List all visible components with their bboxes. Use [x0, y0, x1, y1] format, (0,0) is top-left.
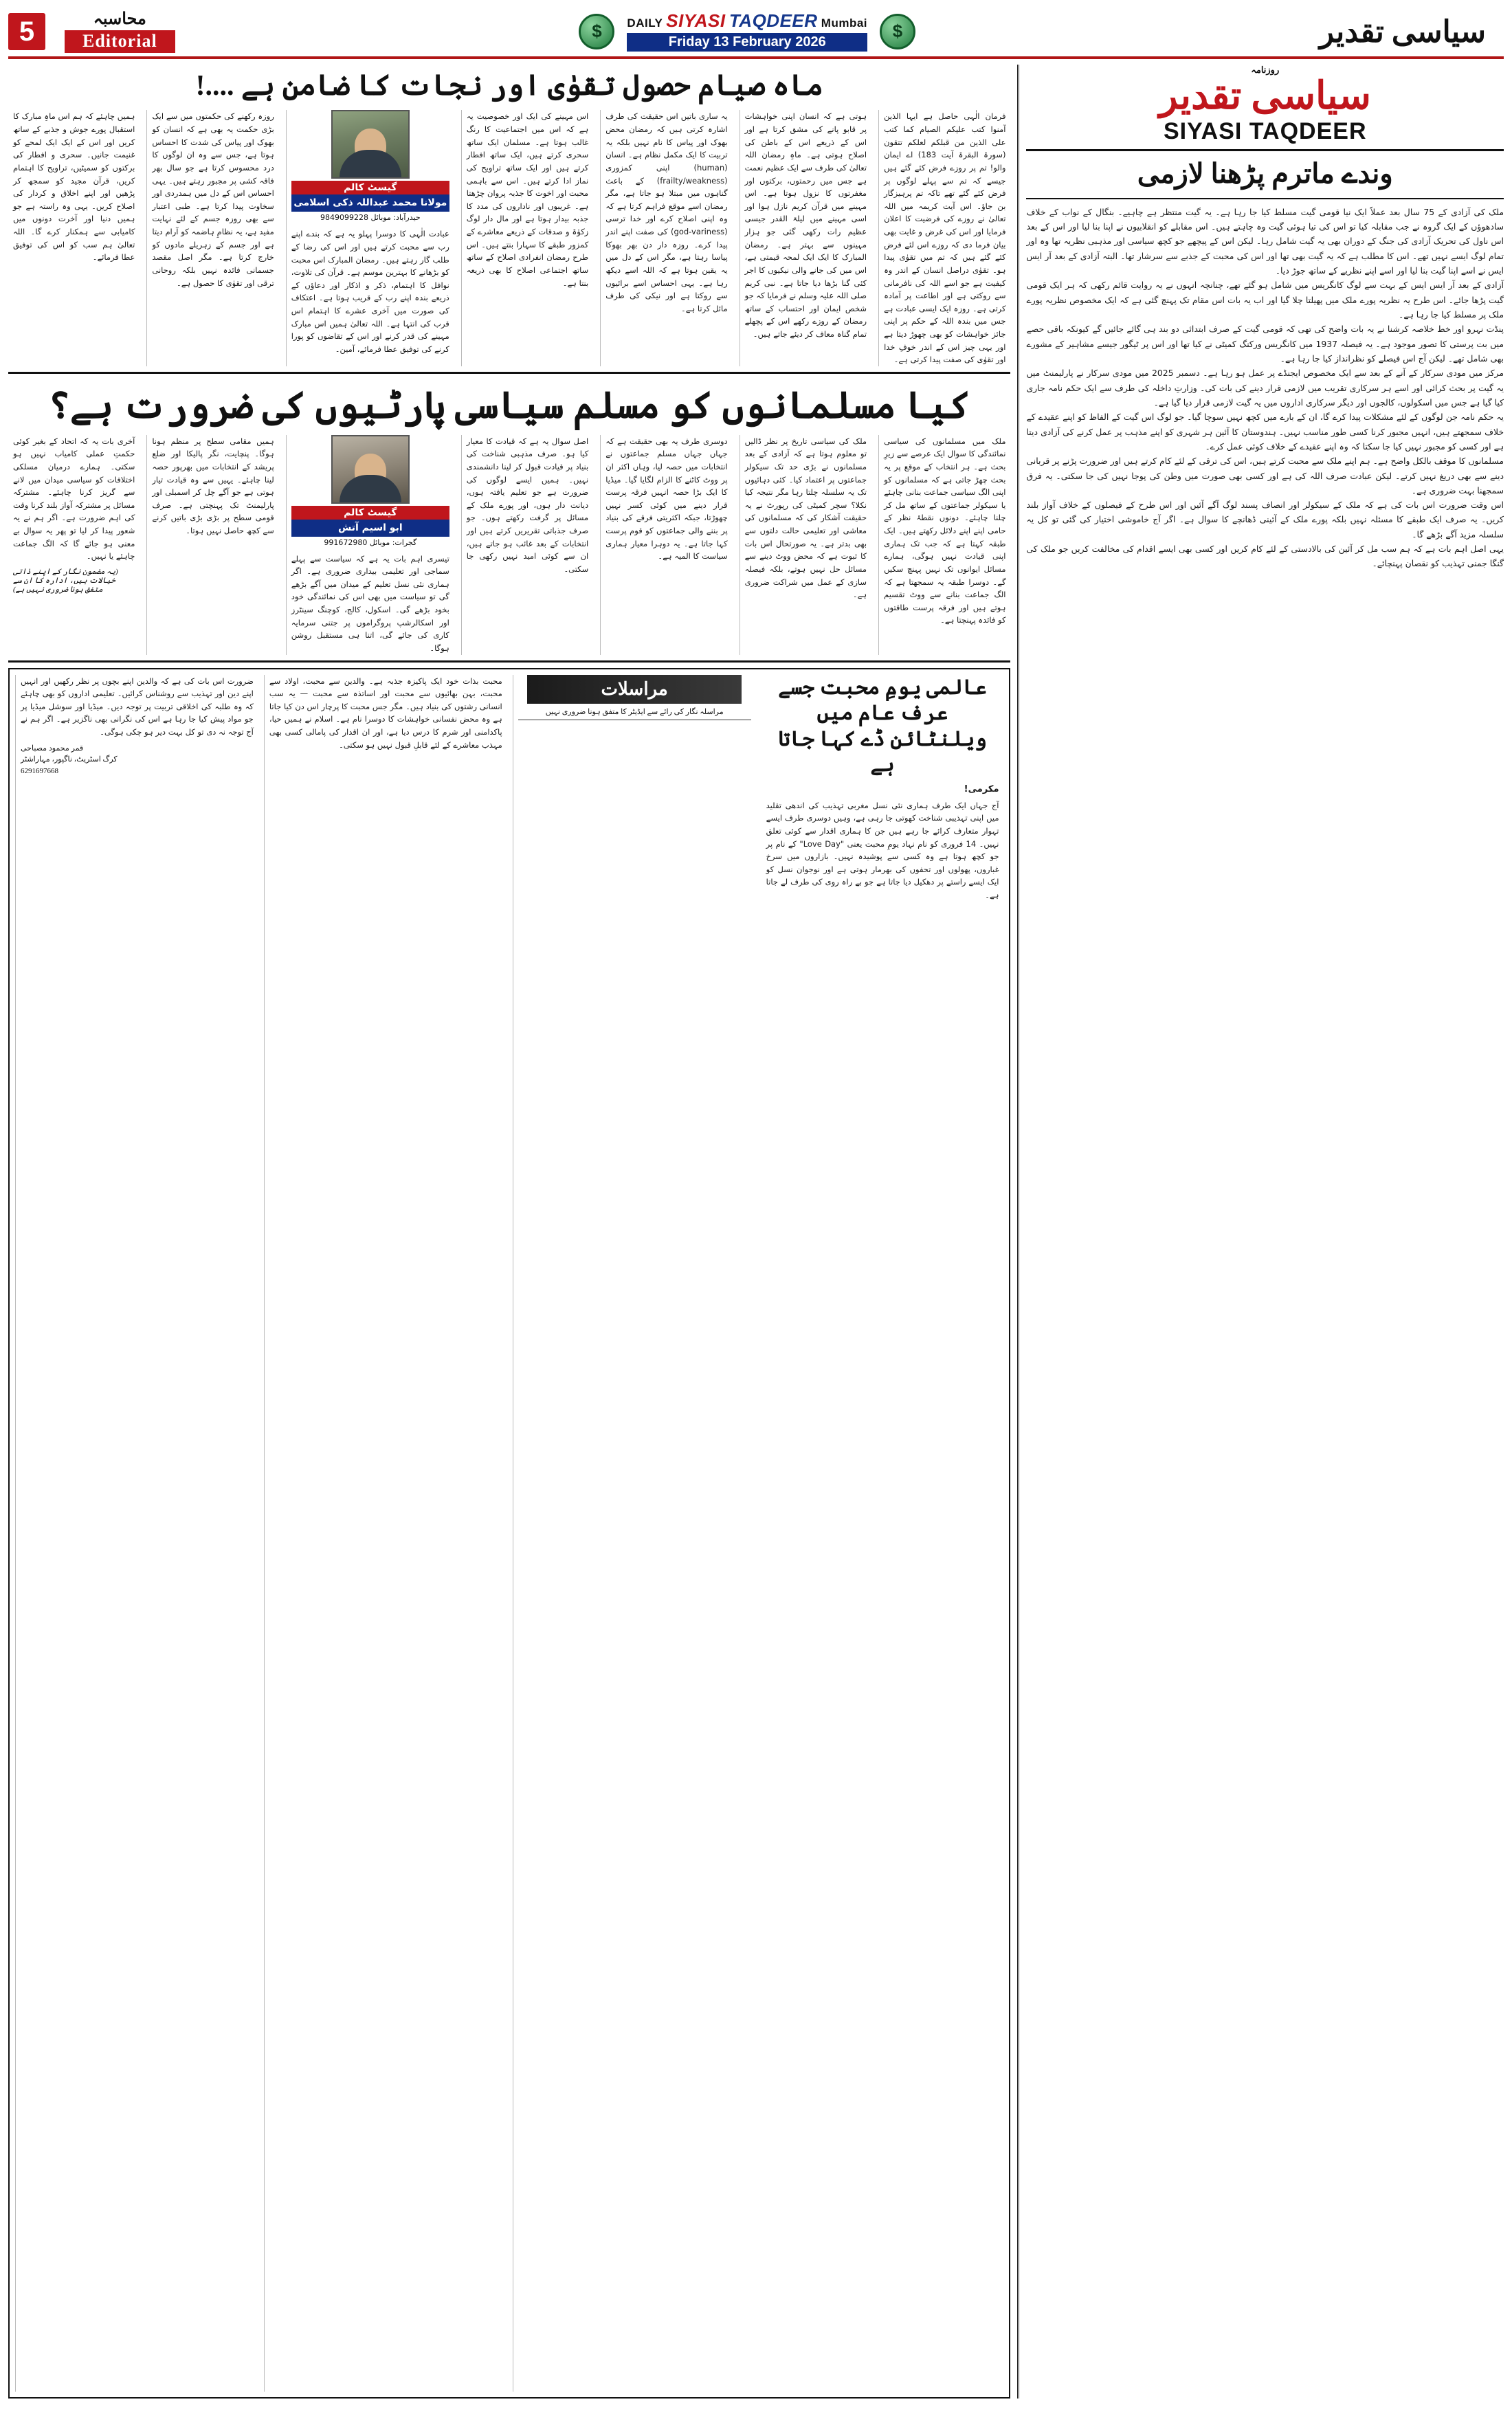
article-column: [146, 110, 278, 366]
article-column: [878, 110, 1010, 366]
article-ramadan: [8, 65, 1010, 374]
article-column: [146, 435, 278, 655]
article-column: [740, 435, 871, 655]
article-paragraph: ملک میں مسلمانوں کی سیاسی نمائندگی کا سوال ایک عرصے سے زیرِ بحث ہے۔ ہر انتخاب کے موقع پر یہ بحث چھڑ جاتی ہے کہ مسلمانوں کو اپنی الگ سیاسی جماعت بنانی چاہئے یا سیکولر جماعتوں کے ساتھ مل کر چلنا چاہئے۔ دونوں نقطۂ نظر کے حامی اپنے اپنے دلائل رکھتے ہیں۔ ایک طبقہ کہتا ہے کہ جب تک ہماری اپنی قیادت نہیں ہوگی، ہمارے مسائل ایوانوں تک نہیں پہنچ سکیں گے۔ دوسرا طبقہ یہ سمجھتا ہے کہ الگ جماعت بنانے سے ووٹ تقسیم ہوتے ہیں اور فرقہ پرست طاقتوں کو فائدہ پہنچتا ہے۔: [884, 436, 1006, 625]
lead-paragraph: یہ حکم نامہ جن لوگوں کے لئے مشکلات پیدا کرے گا، ان کے بارے میں کچھ نہیں سوچا گیا۔ جو لوگ اس گیت کے الفاظ کو اپنے عقیدے کے خلاف سمجھتے ہیں، انہیں مجبور کرنا کسی طور مناسب نہیں۔ ہندوستان کا آئین ہر شہری کو اپنے مذہب پر عمل کرنے کی آزادی دیتا ہے اور کسی کو مجبور نہیں کیا جا سکتا کہ وہ اپنے عقیدے کے خلاف کوئی عمل کرے۔: [1026, 412, 1504, 452]
article-paragraph: یہ ساری باتیں اس حقیقت کی طرف اشارہ کرتی ہیں کہ رمضان محض بھوک اور پیاس کا نام نہیں بلکہ یہ تربیت کا ایک مکمل نظام ہے۔ انسان (human) اپنی کمزوری (frailty/weakness) کے باعث گناہوں میں مبتلا ہو جاتا ہے، مگر رمضان اسے موقع فراہم کرتا ہے کہ وہ اپنی اصلاح کرے اور خدا ترسی (god-variness) کی صفت اپنے اندر پیدا کرے۔ روزہ دار دن بھر بھوکا پیاسا رہتا ہے، مگر اس کے دل میں یہ یقین ہوتا ہے کہ اللہ اسے دیکھ رہا ہے۔ یہی احساس اسے برائیوں سے روکتا ہے اور نیکی کی طرف مائل کرتا ہے۔: [605, 111, 728, 313]
author-photo-body: [340, 475, 401, 502]
letters-banner-title: مراسلات: [527, 675, 742, 704]
logo-urdu: سیاسی تقدیر: [1159, 75, 1371, 118]
article-column: [600, 435, 732, 655]
article-muslim-parties-columns: [8, 435, 1010, 655]
lead-paragraph: آزادی کے بعد آر ایس ایس کے بہت سے لوگ کانگریس میں شامل ہو گئے تھے، چنانچہ انہوں نے یہ روایت قائم رکھی کہ ہر ایک قومی گیت پڑھا جائے۔ اس طرح یہ نظریہ پورے ملک میں پھیلتا چلا گیا اور اب یہ بات اس مقام تک پہنچ گئی ہے کہ ایک مخصوص نظریہ پورے ملک پر مسلط کیا جا رہا ہے۔: [1026, 280, 1504, 320]
masthead-center: [175, 12, 1320, 51]
page-number: 5: [8, 13, 45, 50]
masthead-title-line: [627, 12, 867, 30]
masthead-urdu-name: سیاسی تقدیر: [1319, 14, 1486, 49]
lead-paragraph: ملک کی آزادی کے 75 سال بعد عملاً ایک نیا قومی گیت مسلط کیا جا رہا ہے۔ یہ گیت منتظر ہے چاہیے۔ بنگال کے نواب کے خلاف سادھوؤں کے ایک گروہ نے جب مقابلہ کیا تو اس کی تیا ہوئی گیت وہ چاہتے ہیں۔ اس مقابلے کو انقلابیوں نے اپنا بنا لیا اور اس کے بعد اس ناول کی تحریک آزادی کی جنگ کے دوران بھی یہ گیت شامل رہا۔ لیکن اس کے پیچھے جو کچھ سیاسی اور مذہبی نظریہ تھا وہ اور تمام لوگ ایسے نہیں تھے۔ اس کا مطلب ہے کہ یہ گیت بھی تھا اور اس کی محبت کے جذبے سے سرشار تھا۔ البتہ آزادی کے بعد آر ایس ایس نے اسے اپنا گیت بنا لیا اور اسے اپنے نظریے کے ساتھ جوڑ دیا۔: [1026, 206, 1504, 276]
lead-paragraph: مسلمانوں کا موقف بالکل واضح ہے۔ ہم اپنے ملک سے محبت کرتے ہیں، اس کی ترقی کے لئے کام کرتے ہیں اور ضرورت پڑنے پر قربانی دینے سے بھی دریغ نہیں کرتے۔ لیکن عبادت صرف اللہ کی ہے اور کسی بھی صورت میں وطن کی پوجا نہیں کی جا سکتی۔ یہ فرق سمجھنا بہت ضروری ہے۔: [1026, 456, 1504, 496]
coin-icon-left: $: [579, 14, 614, 49]
article-column-with-byline: [286, 435, 454, 655]
article-ramadan-columns: [8, 110, 1010, 366]
left-section: [8, 65, 1010, 2399]
lead-article-body: [1026, 205, 1504, 571]
logo-english: SIYASI TAQDEER: [1163, 118, 1367, 144]
right-section: [1017, 65, 1504, 2399]
letter-signature: [21, 743, 254, 777]
lead-paragraph: یہی اصل اہم بات ہے کہ ہم سب مل کر آئین کی بالادستی کے لئے کام کریں اور کسی بھی ایسے اقدام کی مخالفت کریں جو ملک کی گنگا جمنی تہذیب کو نقصان پہنچائے۔: [1026, 544, 1504, 569]
article-column: [740, 110, 871, 366]
article-paragraph: آخری بات یہ کہ اتحاد کے بغیر کوئی حکمتِ عملی کامیاب نہیں ہو سکتی۔ ہمارے درمیان مسلکی اختلافات کو سیاسی میدان میں لانے سے گریز کرنا چاہئے۔ مشترکہ مسائل پر مشترکہ آواز بلند کرنا وقت کی اہم ضرورت ہے۔ اگر ہم نے یہ شعور پیدا کر لیا تو پھر یہ سوال بے معنی ہو جائے گا کہ الگ جماعت چاہئے یا نہیں۔: [12, 436, 135, 561]
article-column: [461, 110, 593, 366]
article-muslim-parties: [8, 379, 1010, 663]
masthead-name-blue: TAQDEER: [729, 10, 818, 32]
author-name: ابو اسیم آتش: [291, 520, 449, 537]
paper-logo: [1026, 65, 1504, 151]
article-paragraph: اصل سوال یہ ہے کہ قیادت کا معیار کیا ہو۔ صرف مذہبی شناخت کی بنیاد پر قیادت قبول کر لینا دانشمندی نہیں۔ ہمیں ایسے لوگوں کی ضرورت ہے جو تعلیم یافتہ ہوں، دیانت دار ہوں، اور پورے ملک کے مسائل پر گرفت رکھتے ہوں۔ جو صرف جذباتی تقریریں کرتے ہیں اور انتخابات کے بعد غائب ہو جاتے ہیں، ان سے کوئی امید نہیں رکھی جا سکتی۔: [466, 436, 589, 574]
author-photo-body: [340, 150, 401, 177]
author-photo: [331, 435, 410, 504]
article-column: [461, 435, 593, 655]
lead-paragraph: مرکز میں مودی سرکار کے آنے کے بعد سے ایک مخصوص ایجنڈے پر عمل ہو رہا ہے۔ دسمبر 2025 میں مودی سرکار نے پارلیمنٹ میں یہ گیت پر بحث کرائی اور اسے ہر سرکاری تقریب میں لازمی قرار دینے کی بات کی۔ وزارتِ داخلہ کی طرف سے ایک حکم نامہ جاری کیا گیا ہے جس میں اسکولوں، کالجوں اور دیگر سرکاری اداروں میں یہ گیت لازمی قرار دیا گیا ہے۔: [1026, 368, 1504, 408]
lead-paragraph: اس وقت ضرورت اس بات کی ہے کہ ملک کے سیکولر اور انصاف پسند لوگ آگے آئیں اور اس طرح کے فیصلوں کے خلاف آواز بلند کریں۔ یہ صرف ایک طبقے کا مسئلہ نہیں بلکہ پورے ملک کے آئینی ڈھانچے کا سوال ہے۔ اگر آج خاموشی اختیار کی گئی تو کل یہ سلسلہ مزید آگے بڑھے گا۔: [1026, 500, 1504, 539]
article-paragraph: فرمان الٰہی حاصل ہے ایہا الذین آمنوا کتب علیکم الصیام کما کتب علی الذین من قبلکم لعلکم تتقون (سورۃ البقرۃ آیت 183) اے ایمان والو! تم پر روزے فرض کئے گئے ہیں جیسے کہ تم سے پہلے لوگوں پر فرض کئے گئے تھے تاکہ تم پرہیزگار بن جاؤ۔ اس آیت کریمہ میں اللہ تعالیٰ نے روزے کی فرضیت کا اعلان فرمایا اور اس کی غرض و غایت بھی بیان فرما دی کہ روزے اس لئے فرض کئے گئے ہیں کہ تم میں تقوٰی پیدا ہو۔ تقوٰی دراصل انسان کے اندر وہ کیفیت ہے جو اسے اللہ کی نافرمانی سے روکتی ہے اور اطاعت پر آمادہ کرتی ہے۔ روزہ ایک ایسی عبادت ہے جس میں بندہ اللہ کے حکم پر اپنی جائز خواہشات کو بھی چھوڑ دیتا ہے اور یہی چیز اس کے اندر خوفِ خدا اور تقوٰی کی صفت پیدا کرتی ہے۔: [884, 111, 1006, 365]
letters-disclaimer: مراسلہ نگار کی رائے سے ایڈیٹر کا متفق ہونا ضروری نہیں: [518, 707, 751, 720]
letters-section: [8, 668, 1010, 2399]
logo-roznama: روزنامہ: [1251, 65, 1280, 75]
letter-salutation: مکرمی!: [964, 783, 999, 794]
article-paragraph: اس مہینے کی ایک اور خصوصیت یہ ہے کہ اس میں اجتماعیت کا رنگ غالب ہوتا ہے۔ مسلمان ایک ساتھ سحری کرتے ہیں، ایک ساتھ افطار کرتے ہیں اور ایک ساتھ تراویح کی نماز ادا کرتے ہیں۔ اس سے باہمی محبت اور اخوت کا جذبہ پروان چڑھتا ہے۔ غریبوں اور ناداروں کی مدد کا جذبہ بیدار ہوتا ہے اور مال دار لوگ زکوٰۃ و صدقات کے ذریعے معاشرے کے کمزور طبقے کا سہارا بنتے ہیں۔ اس طرح رمضان انفرادی اصلاح کے ساتھ ساتھ اجتماعی اصلاح کا بھی ذریعہ بنتا ہے۔: [466, 111, 589, 288]
masthead-city: Mumbai: [821, 16, 868, 30]
masthead-name-red: SIYASI: [666, 10, 726, 32]
author-contact: گجرات: موبائل 991672980: [324, 537, 417, 547]
article-ramadan-headline: ماہ صیام حصول تقوٰی اور نجات کا ضامن ہے ....!: [195, 70, 823, 102]
section-label-english: Editorial: [65, 30, 175, 53]
article-column: [8, 110, 140, 366]
masthead-title: [627, 12, 867, 51]
article-column: [878, 435, 1010, 655]
letter-paragraph: ضرورت اس بات کی ہے کہ والدین اپنے بچوں پر نظر رکھیں اور انہیں اپنے دین اور تہذیب سے روشناس کرائیں۔ تعلیمی اداروں کو بھی چاہئے کہ وہ طلبہ کی اخلاقی تربیت پر توجہ دیں۔ میڈیا اور سوشل میڈیا پر جو مواد پیش کیا جا رہا ہے اس کی نگرانی بھی ناگزیر ہے۔ اگر ہم نے آج توجہ نہ دی تو کل بہت دیر ہو چکی ہوگی۔: [21, 676, 254, 737]
page-body: [8, 65, 1504, 2399]
article-muslim-parties-headline: کیا مسلمانوں کو مسلم سیاسی پارٹیوں کی ضرورت ہے؟: [48, 384, 971, 426]
letters-column: [15, 675, 258, 2392]
article-footer-note: (یہ مضمون نگار کے اپنے ذاتی خیالات ہیں، ادارہ کا ان سے متفق ہونا ضروری نہیں ہے): [12, 567, 118, 594]
coin-icon-right: $: [880, 14, 915, 49]
article-paragraph: ہمیں مقامی سطح پر منظم ہونا ہوگا۔ پنچایت، نگر پالیکا اور ضلع پریشد کے انتخابات میں بھرپور حصہ لینا چاہئے۔ یہیں سے وہ قیادت تیار ہوتی ہے جو آگے چل کر اسمبلی اور پارلیمنٹ تک پہنچتی ہے۔ صرف قومی سطح پر بڑی بڑی باتیں کرنے سے کچھ حاصل نہیں ہوتا۔: [152, 436, 274, 536]
masthead-daily: DAILY: [627, 16, 663, 30]
guest-column-label: گیسٹ کالم: [291, 181, 449, 194]
article-paragraph: روزہ رکھنے کی حکمتوں میں سے ایک بڑی حکمت یہ بھی ہے کہ انسان کو بھوک اور پیاس کی شدت کا احساس ہوتا ہے، جس سے وہ ان لوگوں کا درد محسوس کرتا ہے جو سال بھر فاقہ کشی پر مجبور رہتے ہیں۔ یہی احساس اس کے دل میں ہمدردی اور سخاوت پیدا کرتا ہے۔ طبی اعتبار سے بھی روزہ جسم کے لئے نہایت مفید ہے، یہ نظامِ ہاضمہ کو آرام دیتا ہے اور جسم کے زہریلے مادوں کو خارج کرتا ہے۔ مگر اصل مقصد جسمانی فائدہ نہیں بلکہ روحانی ترقی اور تقوٰی کا حصول ہے۔: [152, 111, 274, 288]
letter-signer-phone: 6291697668: [21, 766, 58, 775]
section-label: [65, 10, 175, 53]
article-paragraph: عبادت الٰہی کا دوسرا پہلو یہ ہے کہ بندے اپنے رب سے محبت کرتے ہیں اور اس کی رضا کے طلب گار رہتے ہیں۔ رمضان المبارک اس محبت کو بڑھانے کا بہترین موسم ہے۔ قرآن کی تلاوت، نوافل کا اہتمام، ذکر و اذکار اور دعاؤں کے ذریعے بندہ اپنے رب کے قریب ہوتا ہے۔ اعتکاف کی صورت میں آخری عشرے کا اہتمام اس قرب کی انتہا ہے۔ اللہ تعالیٰ ہمیں اس مبارک مہینے کی قدر کرنے اور اس کے تقاضوں کو پورا کرنے کی توفیق عطا فرمائے، آمین۔: [291, 229, 449, 354]
lead-paragraph: پنڈت نہرو اور خط خلاصہ کرشنا نے یہ بات واضح کی تھی کہ قومی گیت کے صرف ابتدائی دو بند ہی گائے جائیں گے کیونکہ باقی حصے میں بت پرستی کا تصور موجود ہے۔ یہ فیصلہ 1937 میں کانگریس ورکنگ کمیٹی نے کیا تھا اور اس پر ٹیگور جیسے مشاہیر کے مشورے بھی شامل تھے۔ لیکن آج اس فیصلے کو نظرانداز کیا جا رہا ہے۔: [1026, 324, 1504, 364]
article-paragraph: تیسری اہم بات یہ ہے کہ سیاست سے پہلے سماجی اور تعلیمی بیداری ضروری ہے۔ اگر ہماری نئی نسل تعلیم کے میدان میں آگے بڑھے گی تو سیاست میں بھی اس کی نمائندگی خود بخود بڑھے گی۔ اسکول، کالج، کوچنگ سینٹرز اور اسکالرشپ پروگراموں پر جتنی سرمایہ کاری کی جائے گی، اتنا ہی مستقبل روشن ہوگا۔: [291, 553, 449, 653]
section-label-urdu: محاسبہ: [93, 10, 146, 28]
author-photo: [331, 110, 410, 179]
letter-signer-name: قمر محمود مصباحی: [21, 744, 84, 753]
letter-paragraph: آج جہاں ایک طرف ہماری نئی نسل مغربی تہذیب کی اندھی تقلید میں اپنی تہذیبی شناخت کھوتی جا رہی ہے، وہیں دوسری طرف ایسے تہوار متعارف کرائے جا رہے ہیں جن کا ہماری اقدار سے کوئی تعلق نہیں۔ 14 فروری کو نام نہاد یومِ محبت یعنی "Love Day" کے نام پر جو کچھ ہوتا ہے وہ کسی سے پوشیدہ نہیں۔ بازاروں میں سرخ غباروں، پھولوں اور تحفوں کی بھرمار ہوتی ہے اور نوجوان نسل کو ایک ایسے راستے پر دھکیل دیا جاتا ہے جو بے راہ روی کی طرف لے جاتا ہے۔: [766, 800, 999, 900]
article-column: [600, 110, 732, 366]
article-paragraph: دوسری طرف یہ بھی حقیقت ہے کہ جہاں جہاں مسلم جماعتوں نے انتخابات میں حصہ لیا، وہاں اکثر ان پر ووٹ کاٹنے کا الزام لگایا گیا۔ میڈیا کا ایک بڑا حصہ انہیں فرقہ پرست قرار دینے میں کوئی کسر نہیں چھوڑتا، جبکہ اکثریتی فرقے کی بنیاد پر بننے والی جماعتوں کو قوم پرست کہا جاتا ہے۔ یہ دوہرا معیار ہماری سیاست کا المیہ ہے۔: [605, 436, 728, 561]
letters-banner: [518, 675, 751, 720]
article-paragraph: ملک کی سیاسی تاریخ پر نظر ڈالیں تو معلوم ہوتا ہے کہ آزادی کے بعد مسلمانوں نے بڑی حد تک سیکولر جماعتوں پر اعتماد کیا۔ کئی دہائیوں تک یہ سلسلہ چلتا رہا مگر نتیجہ کیا نکلا؟ سچر کمیٹی کی رپورٹ نے یہ حقیقت آشکار کی کہ مسلمانوں کی معاشی اور تعلیمی حالت دلتوں سے بھی بدتر ہے۔ یہ صورتحال اس بات کا ثبوت ہے کہ محض ووٹ دینے سے مسائل حل نہیں ہوتے، بلکہ فیصلہ سازی کے عمل میں شراکت ضروری ہے۔: [744, 436, 867, 600]
letters-headline-column: [761, 675, 1004, 2392]
masthead: [8, 7, 1504, 59]
letter-signer-address: کرگ اسٹریٹ، ناگپور، مہاراشٹر: [21, 755, 118, 764]
article-paragraph: ہمیں چاہئے کہ ہم اس ماہِ مبارک کا استقبال پورے جوش و جذبے کے ساتھ کریں اور اس کے ایک ایک لمحے کو غنیمت جانیں۔ سحری و افطار کی برکتوں کو سمیٹیں، تراویح کا اہتمام کریں، قرآن مجید کو سمجھ کر پڑھیں اور اپنے اخلاق و کردار کی اصلاح کریں۔ یہی وہ راستہ ہے جو ہمیں دنیا اور آخرت دونوں میں کامیابی سے ہمکنار کرے گا۔ اللہ تعالیٰ ہم سب کو اس کی توفیق عطا فرمائے۔: [12, 111, 135, 263]
letters-column: [264, 675, 507, 2392]
byline-ramadan: [291, 110, 449, 222]
guest-column-label: گیسٹ کالم: [291, 506, 449, 520]
letter-paragraph: محبت بذات خود ایک پاکیزہ جذبہ ہے۔ والدین سے محبت، اولاد سے محبت، بہن بھائیوں سے محبت اور اساتذہ سے محبت — یہ سب انسانی رشتوں کی بنیاد ہیں۔ مگر جس محبت کا پرچار اس دن کیا جاتا ہے وہ محض نفسانی خواہشات کا دوسرا نام ہے۔ اسلام نے ہمیں حیا، پاکدامنی اور شرم کا درس دیا ہے، اور ان اقدار کی پامالی کسی بھی مہذب معاشرے کے لئے قابلِ قبول نہیں ہو سکتی۔: [269, 676, 502, 750]
article-column: [8, 435, 140, 655]
article-paragraph: ہوتی ہے کہ انسان اپنی خواہشات پر قابو پانے کی مشق کرتا ہے اور اس کے ذریعے اس کے باطن کی اصلاح ہوتی ہے۔ ماہِ رمضان اللہ تعالیٰ کی طرف سے ایک عظیم نعمت ہے جس میں رحمتوں، برکتوں اور مغفرتوں کا نزول ہوتا ہے۔ اس مہینے میں قرآن کریم نازل ہوا اور اسی مہینے میں لیلۃ القدر جیسی عظیم رات رکھی گئی جو ہزار مہینوں سے بہتر ہے۔ رمضان المبارک کا ایک ایک لمحہ قیمتی ہے، اس میں کی جانے والی نیکیوں کا اجر کئی گنا بڑھا دیا جاتا ہے۔ نبی کریم صلی اللہ علیہ وسلم نے فرمایا کہ جو شخص ایمان اور احتساب کے ساتھ رمضان کے روزے رکھے اس کے پچھلے تمام گناہ معاف کر دیئے جاتے ہیں۔: [744, 111, 867, 340]
masthead-date: Friday 13 February 2026: [627, 33, 867, 52]
author-contact: حیدرآباد: موبائل 9849099228: [320, 213, 421, 223]
byline-muslim-parties: [291, 435, 449, 547]
letter-headline: عالمی یومِ محبت جسے عرف عام میں ویلنٹائن ڈے کہا جاتا ہے: [778, 676, 987, 777]
letters-banner-column: [513, 675, 756, 2392]
article-column-with-byline: [286, 110, 454, 366]
author-name: مولانا محمد عبداللہ ذکی اسلامی: [291, 194, 449, 212]
lead-article-headline: وندے ماترم پڑھنا لازمی: [1026, 151, 1504, 199]
